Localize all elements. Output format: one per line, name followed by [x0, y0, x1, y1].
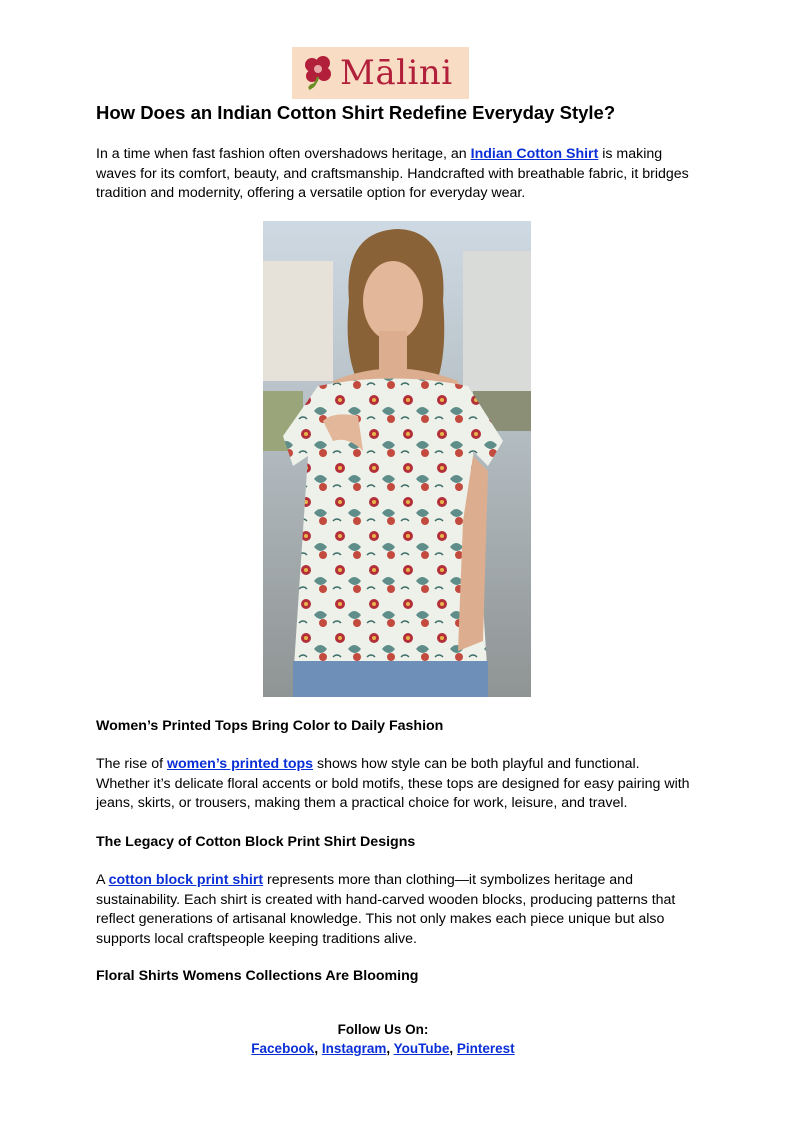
instagram-link[interactable]: Instagram	[321, 1041, 387, 1056]
separator: ,	[449, 1041, 457, 1056]
section-heading-block-print: The Legacy of Cotton Block Print Shirt Designs	[96, 834, 416, 850]
brand-logo[interactable]	[292, 47, 469, 99]
section-heading-floral-shirts: Floral Shirts Womens Collections Are Blooming	[96, 968, 419, 984]
follow-us-label: Follow Us On:	[337, 1022, 429, 1037]
page-title: How Does an Indian Cotton Shirt Redefine Everyday Style?	[96, 102, 616, 123]
cotton-block-print-shirt-link[interactable]: cotton block print shirt	[108, 872, 264, 888]
printed-tops-paragraph	[96, 755, 696, 814]
intro-paragraph	[96, 145, 696, 204]
section1-text-before: The rise of	[96, 756, 167, 772]
intro-text-before: In a time when fast fashion often overshadows heritage, an	[96, 146, 471, 162]
section-heading-printed-tops: Women’s Printed Tops Bring Color to Daily Fashion	[96, 718, 444, 734]
flower-icon	[300, 53, 336, 93]
block-print-paragraph	[96, 871, 696, 949]
womens-printed-tops-link[interactable]: women’s printed tops	[166, 756, 314, 772]
intro-text-after: is making waves for its comfort, beauty, and craftsmanship. Handcrafted with breathable fabric, it bridges tradition and modernity, offering a versatile option for everyday wear.	[96, 146, 689, 201]
facebook-link[interactable]: Facebook	[251, 1041, 315, 1056]
social-links	[0, 1041, 766, 1056]
product-photo	[263, 221, 531, 697]
section1-text-after: shows how style can be both playful and functional. Whether it’s delicate floral accents or bold motifs, these tops are designed for easy pairing with jeans, skirts, or trousers, making them a practical choice for work, leisure, and travel.	[96, 756, 690, 811]
section2-text-after: represents more than clothing—it symbolizes heritage and sustainability. Each shirt is created with hand-carved wooden blocks, producing patterns that reflect generations of artisanal knowledge. This not only makes each piece unique but also supports local craftspeople keeping traditions alive.	[96, 872, 676, 947]
separator: ,	[314, 1041, 322, 1056]
brand-name: Mālini	[340, 53, 453, 93]
pinterest-link[interactable]: Pinterest	[456, 1041, 515, 1056]
indian-cotton-shirt-link[interactable]: Indian Cotton Shirt	[470, 146, 599, 162]
separator: ,	[386, 1041, 394, 1056]
section2-text-before: A	[96, 872, 109, 888]
youtube-link[interactable]: YouTube	[393, 1041, 450, 1056]
